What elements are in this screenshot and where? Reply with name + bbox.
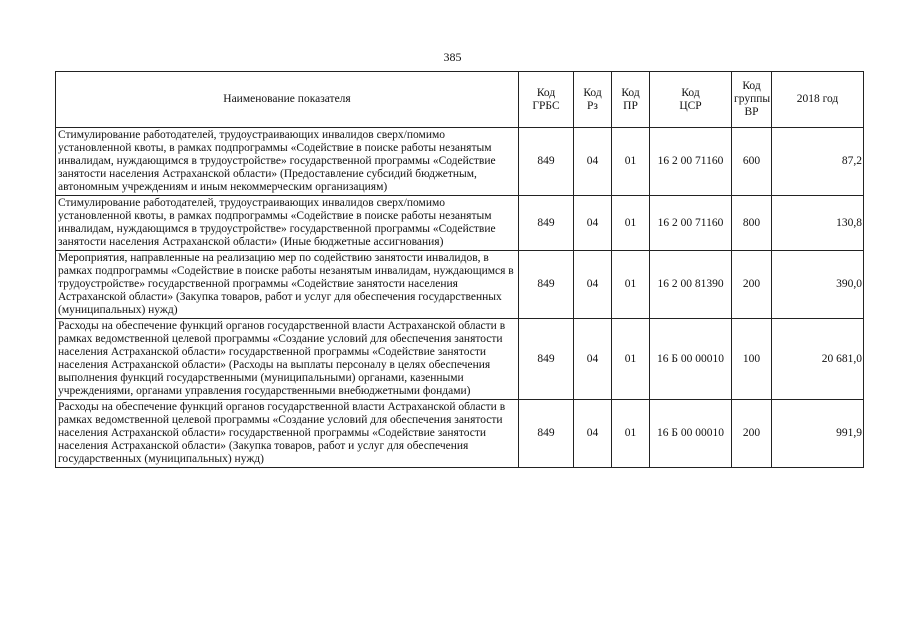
row-csr: 16 Б 00 00010 <box>650 400 732 468</box>
row-rz: 04 <box>574 400 612 468</box>
row-vr: 200 <box>732 251 772 319</box>
row-pr: 01 <box>612 128 650 196</box>
row-csr: 16 2 00 71160 <box>650 128 732 196</box>
table-header-row <box>56 72 864 128</box>
row-grbs: 849 <box>519 128 574 196</box>
row-vr: 100 <box>732 319 772 400</box>
table-row <box>56 319 864 400</box>
row-name: Расходы на обеспечение функций органов государственной власти Астраханской области в рамках ведомственной целевой программы «Создание условий для обеспечения занятости населения Астраханской области» государственной программы «Содействие занятости населения Астраханской области» (Закупка товаров, работ и услуг для обеспечения государственных (муниципальных) нужд) <box>56 400 519 468</box>
header-name: Наименование показателя <box>56 72 519 128</box>
table-row <box>56 400 864 468</box>
row-amount: 130,8 <box>772 196 864 251</box>
table-row <box>56 128 864 196</box>
row-grbs: 849 <box>519 196 574 251</box>
row-amount: 87,2 <box>772 128 864 196</box>
header-vr: Код группы ВР <box>732 72 772 128</box>
row-name: Расходы на обеспечение функций органов государственной власти Астраханской области в рамках ведомственной целевой программы «Создание условий для обеспечения занятости населения Астраханской области» государственной программы «Содействие занятости населения Астраханской области» (Расходы на выплаты персоналу в целях обеспечения выполнения функций государственными (муниципальными) органами, казенными учреждениями, органами управления государственными внебюджетными фондами) <box>56 319 519 400</box>
row-vr: 800 <box>732 196 772 251</box>
row-vr: 200 <box>732 400 772 468</box>
row-name: Мероприятия, направленные на реализацию мер по содействию занятости инвалидов, в рамках подпрограммы «Содействие в поиске работы незанятым инвалидам, нуждающимся в трудоустройстве» государственной программы «Содействие занятости населения Астраханской области» (Закупка товаров, работ и услуг для обеспечения государственных (муниципальных) нужд) <box>56 251 519 319</box>
row-name: Стимулирование работодателей, трудоустраивающих инвалидов сверх/помимо установленной квоты, в рамках подпрограммы «Содействие в поиске работы незанятым инвалидам, нуждающимся в трудоустройстве» государственной программы «Содействие занятости населения Астраханской области» (Иные бюджетные ассигнования) <box>56 196 519 251</box>
row-grbs: 849 <box>519 400 574 468</box>
header-grbs: Код ГРБС <box>519 72 574 128</box>
row-grbs: 849 <box>519 251 574 319</box>
header-pr: Код ПР <box>612 72 650 128</box>
header-year: 2018 год <box>772 72 864 128</box>
row-pr: 01 <box>612 400 650 468</box>
table-row <box>56 251 864 319</box>
budget-table <box>55 71 864 468</box>
row-vr: 600 <box>732 128 772 196</box>
row-amount: 20 681,0 <box>772 319 864 400</box>
row-rz: 04 <box>574 251 612 319</box>
row-csr: 16 2 00 81390 <box>650 251 732 319</box>
row-csr: 16 Б 00 00010 <box>650 319 732 400</box>
page-number: 385 <box>443 50 462 64</box>
row-csr: 16 2 00 71160 <box>650 196 732 251</box>
row-amount: 991,9 <box>772 400 864 468</box>
table-row <box>56 196 864 251</box>
row-grbs: 849 <box>519 319 574 400</box>
row-rz: 04 <box>574 319 612 400</box>
row-pr: 01 <box>612 251 650 319</box>
row-rz: 04 <box>574 196 612 251</box>
row-pr: 01 <box>612 196 650 251</box>
row-name: Стимулирование работодателей, трудоустраивающих инвалидов сверх/помимо установленной квоты, в рамках подпрограммы «Содействие в поиске работы незанятым инвалидам, нуждающимся в трудоустройстве» государственной программы «Содействие занятости населения Астраханской области» (Предоставление субсидий бюджетным, автономным учреждениям и иным некоммерческим организациям) <box>56 128 519 196</box>
header-csr: Код ЦСР <box>650 72 732 128</box>
header-rz: Код Рз <box>574 72 612 128</box>
row-pr: 01 <box>612 319 650 400</box>
row-rz: 04 <box>574 128 612 196</box>
row-amount: 390,0 <box>772 251 864 319</box>
